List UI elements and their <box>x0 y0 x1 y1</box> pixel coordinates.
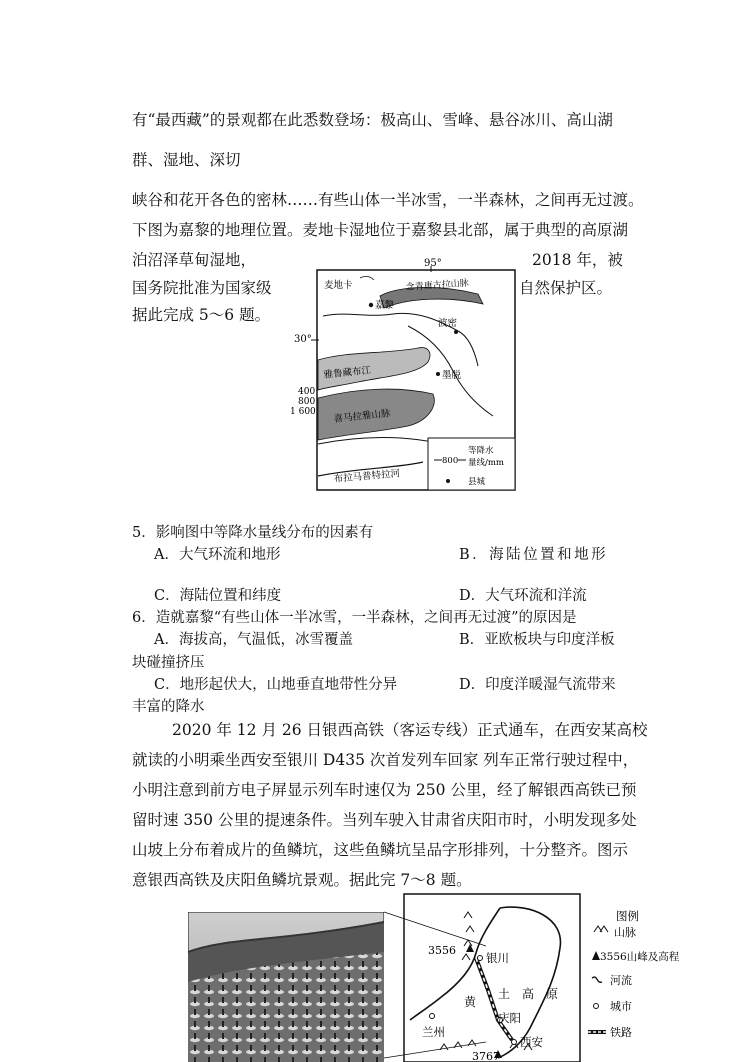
lanzhou-city <box>430 1014 435 1019</box>
himalaya-label: 喜马拉雅山脉 <box>333 408 392 425</box>
passage2-line5: 山坡上分布着成片的鱼鳞坑，这些鱼鳞坑呈品字形排列，十分整齐。图示 <box>132 841 629 859</box>
bomi-label: 波密 <box>438 318 458 329</box>
q5-option-c: C．海陆位置和纬度 <box>154 588 282 604</box>
qingyang-label: 庆阳 <box>498 1011 521 1025</box>
jiali-label: 嘉黎 <box>375 300 395 311</box>
motuo-label: 墨脱 <box>442 370 462 381</box>
q5-option-d: D．大气环流和洋流 <box>459 588 587 604</box>
jiali-town <box>369 303 373 307</box>
q6-option-d-cont: 丰富的降水 <box>132 699 205 715</box>
legend-title: 图例 <box>616 909 639 923</box>
q5-option-b: B．海陆位置和地形 <box>459 547 609 563</box>
yarlung-label: 雅鲁藏布江 <box>323 365 372 381</box>
passage1-line7: 据此完成 5～6 题。 <box>132 306 271 324</box>
xian-city <box>512 1040 517 1045</box>
passage2-line4: 留时速 350 公里的提速条件。当列车驶入甘肃省庆阳市时，小明发现多处 <box>132 811 637 829</box>
legend-mountain-label: 山脉 <box>614 926 636 939</box>
legend-peak-icon <box>592 951 600 960</box>
plateau-char-4: 原 <box>546 987 559 1001</box>
passage1-line5a: 泊沼泽草甸湿地， <box>132 251 257 269</box>
passage1-line4: 下图为嘉黎的地理位置。麦地卡湿地位于嘉黎县北部，属于典型的高原湖 <box>132 221 629 239</box>
yinchuan-label: 银川 <box>486 951 509 965</box>
q5-stem: 5．影响图中等降水量线分布的因素有 <box>132 525 374 541</box>
legend-city-label: 城市 <box>610 1000 632 1013</box>
legend-town-label: 县城 <box>468 477 486 487</box>
bomi-town <box>454 330 458 334</box>
passage1-line6b: 自然保护区。 <box>519 279 613 297</box>
passage2-line3: 小明注意到前方电子屏显示列车时速仅为 250 公里，经了解银西高铁已预 <box>132 781 637 799</box>
legend-peak-label: 3556山峰及高程 <box>600 951 680 963</box>
motuo-town <box>436 372 440 376</box>
q6-option-b: B．亚欧板块与印度洋板 <box>459 632 615 648</box>
brahmaputra-label: 布拉马普特拉河 <box>333 468 401 485</box>
legend-rail-label: 铁路 <box>610 1026 632 1039</box>
jiali-map <box>288 256 528 496</box>
plateau-char-1: 黄 <box>464 995 477 1009</box>
plateau-char-3: 高 <box>522 987 535 1001</box>
passage2-line1: 2020 年 12 月 26 日银西高铁（客运专线）正式通车，在西安某高校 <box>172 721 648 739</box>
q6-option-a: A．海拔高，气温低，冰雪覆盖 <box>154 632 353 648</box>
passage1-line6a: 国务院批准为国家级 <box>132 279 272 297</box>
passage1-line3: 峡谷和花开各色的密林……有些山体一半冰雪，一半森林，之间再无过渡。 <box>132 191 644 209</box>
passage1-line5b: 2018 年，被 <box>532 251 623 269</box>
peak-3556-label: 3556 <box>428 944 456 957</box>
q6-option-c: C．地形起伏大，山地垂直地带性分异 <box>154 677 398 693</box>
legend-town-icon <box>446 479 450 483</box>
legend-iso-value: 800 <box>442 456 459 466</box>
yinchuan-city <box>478 956 483 961</box>
legend-city-icon <box>594 1004 599 1009</box>
iso-800-label: 800 <box>298 397 316 407</box>
lon-label: 95° <box>424 258 442 269</box>
q5-option-a: A．大气环流和地形 <box>154 547 281 563</box>
passage1-line1: 有“最西藏”的景观都在此悉数登场：极高山、雪峰、悬谷冰川、高山湖 <box>132 111 613 129</box>
passage1-line2: 群、湿地、深切 <box>132 151 241 169</box>
lat-label: 30° <box>294 334 312 345</box>
iso-400-label: 400 <box>298 387 316 397</box>
passage2-line6: 意银西高铁及庆阳鱼鳞坑景观。据此完 7～8 题。 <box>132 871 472 889</box>
q6-stem: 6．造就嘉黎“有些山体一半冰雪，一半森林，之间再无过渡”的原因是 <box>132 610 577 626</box>
lanzhou-label: 兰州 <box>422 1025 445 1039</box>
plateau-char-2: 土 <box>498 987 511 1001</box>
legend-river-label: 河流 <box>610 974 632 987</box>
maidika-label: 麦地卡 <box>324 280 353 291</box>
legend-iso-label2: 量线/mm <box>468 458 504 468</box>
peak-3767-label: 3767 <box>472 1050 500 1062</box>
iso-1600-label: 1 600 <box>290 407 316 417</box>
legend-mountain-icon <box>594 926 608 932</box>
nianqing-label: 念青唐古拉山脉 <box>405 278 470 293</box>
legend-iso-label1: 等降水 <box>468 446 494 456</box>
xian-label: 西安 <box>520 1035 543 1049</box>
passage2-line2: 就读的小明乘坐西安至银川 D435 次首发列车回家 列车正常行驶过程中， <box>132 751 639 769</box>
yinxi-railway-map <box>380 888 720 1062</box>
q6-option-d: D．印度洋暖湿气流带来 <box>459 677 616 693</box>
fish-scale-pit-photo <box>188 912 384 1062</box>
legend-river-icon <box>592 977 602 982</box>
q6-option-b-cont: 块碰撞挤压 <box>132 655 205 671</box>
